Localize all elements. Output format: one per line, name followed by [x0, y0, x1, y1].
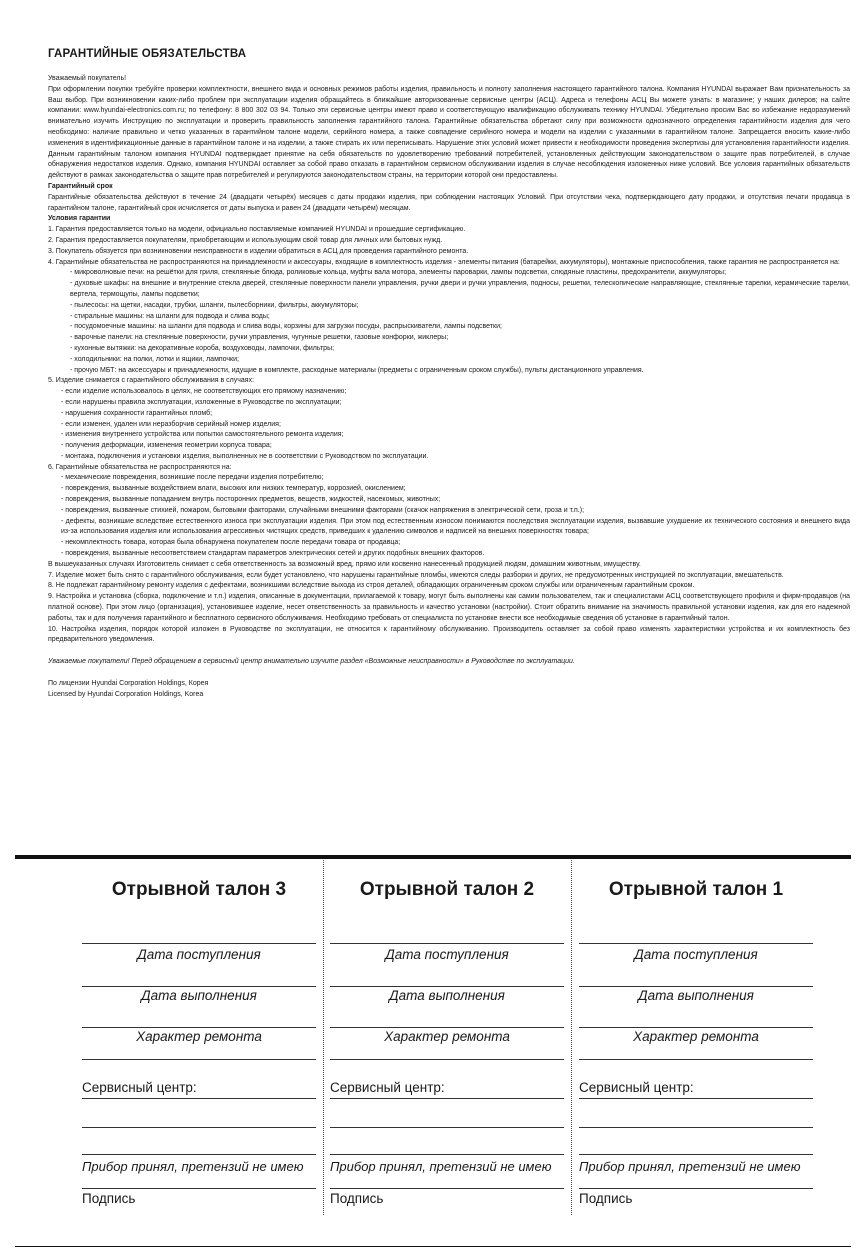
coupon-title: Отрывной талон 3	[111, 879, 287, 900]
condition-3: 3. Покупатель обязуется при возникновении неисправности в изделии обратиться в АСЦ для проведения гарантийного ремонта.	[48, 247, 469, 255]
list-item: - микроволновые печи: на решётки для гриля, стеклянные блюда, роликовые кольца, муфты вала мотора, элементы пароварки, лампы подсветки, слюдяные пластины, предохранители, аккумуляторы;	[70, 269, 727, 277]
list-item: - духовые шкафы: на внешние и внутренние стекла дверей, стеклянные поверхности панели управления, ручки двери и ручки управления, подносы, решетки, телескопические направляющие, стеклянные тарелки, керамические тарелки, вертела, термощупы, лампы подсветки;	[70, 280, 850, 298]
coupon-title: Отрывной талон 1	[608, 879, 784, 900]
signature-label: Подпись	[579, 1191, 633, 1206]
form-line	[330, 986, 564, 987]
conditions-heading: Условия гарантии	[48, 215, 111, 223]
form-line	[330, 1098, 564, 1099]
list-item: - дефекты, возникшие вследствие естественного износа при эксплуатации изделия. При этом под естественным износом понимаются последствия эксплуатации изделия, вызвавшие ухудшение их технического состояния и внешнего вида из-за использования изделия или использования агрессивных чистящих средств, приведших к удалению символов и надписей на внешних поверхностях товара;	[61, 517, 850, 536]
repair-label: Характер ремонта	[633, 1029, 759, 1044]
repair-label: Характер ремонта	[136, 1029, 262, 1044]
list-item: - пылесосы: на щетки, насадки, трубки, шланги, пылесборники, фильтры, аккумуляторы;	[70, 301, 359, 309]
list-item: - кухонные вытяжки: на декоративные короба, воздуховоды, лампочки, фильтры;	[70, 344, 335, 352]
list-item: - посудомоечные машины: на шланги для подвода и слива воды, корзины для загрузки посуды, распрыскиватели, лампы подсветки;	[70, 323, 502, 331]
date-in-label: Дата поступления	[137, 947, 261, 962]
condition-6: 6. Гарантийные обязательства не распространяются на:	[48, 463, 232, 471]
form-line	[579, 1027, 813, 1028]
license-ru: По лицензии Hyundai Corporation Holdings, Корея	[48, 680, 209, 688]
condition-1: 1. Гарантия предоставляется только на модели, официально поставляемые компанией HYUNDAI и прошедшие сертификацию.	[48, 226, 466, 234]
divider-rule	[15, 1246, 851, 1247]
tear-line	[323, 860, 324, 1215]
service-center-label: Сервисный центр:	[330, 1080, 445, 1095]
page-title: ГАРАНТИЙНЫЕ ОБЯЗАТЕЛЬСТВА	[48, 48, 247, 60]
term-paragraph: Гарантийные обязательства действуют в течение 24 (двадцати четырёх) месяцев с даты продажи изделия, при соблюдении настоящих Условий. При отсутствии чека, подтверждающего дату продажи, и отсутствия печати продавца в гарантийном талоне, гарантийный срок исчисляется от даты выпуска и равен 24 (двадцати четырём) месяцам.	[48, 193, 850, 212]
form-line	[330, 1059, 564, 1060]
form-line	[330, 1188, 564, 1189]
list-item: - монтажа, подключения и установки изделия, выполненных не в соответствии с Руководством по эксплуатации.	[61, 452, 429, 460]
license-block	[48, 679, 850, 700]
list-item: - механические повреждения, возникшие после передачи изделия потребителю;	[61, 474, 324, 482]
form-line	[579, 1127, 813, 1128]
list-item: - если изделие использовалось в целях, не соответствующих его прямому назначению;	[61, 388, 347, 396]
list-item: - повреждения, вызванные воздействием влаги, высоких или низких температур, коррозией, окислением;	[61, 485, 406, 493]
condition-5: 5. Изделие снимается с гарантийного обслуживания в случаях:	[48, 377, 255, 385]
accepted-label: Прибор принял, претензий не имею	[579, 1159, 801, 1174]
warranty-body	[48, 74, 850, 646]
coupon-title: Отрывной талон 2	[359, 879, 535, 900]
term-heading: Гарантийный срок	[48, 182, 113, 190]
signature-label: Подпись	[82, 1191, 136, 1206]
date-in-label: Дата поступления	[634, 947, 758, 962]
condition-7: 7. Изделие может быть снято с гарантийного обслуживания, если будет установлено, что нарушены гарантийные пломбы, имеются следы разборки и других, не предусмотренных инструкцией по эксплуатации, вмешательств.	[48, 571, 784, 579]
condition-2: 2. Гарантия предоставляется покупателям, приобретающим и использующим свой товар для личных или бытовых нужд.	[48, 236, 443, 244]
accepted-label: Прибор принял, претензий не имею	[330, 1159, 552, 1174]
date-done-label: Дата выполнения	[389, 988, 505, 1003]
intro-paragraph: При оформлении покупки требуйте проверки комплектности, внешнего вида и основных режимов работы изделия, правильность и полноту заполнения настоящего гарантийного талона. Компания HYUNDAI выражает Вам признательность за Ваш выбор. При возникновении каких-либо проблем при эксплуатации изделия обращайтесь в ближайшие авторизованные сервисные центры (АСЦ). Адреса и телефоны АСЦ Вы можете узнать: в магазине; у наших дилеров; на сайте компании: www.hyundai-electronics.com.ru; по телефону: 8 800 302 03 94. Только эти сервисные центры имеют право и соответствующую квалификацию обслуживать технику HYUNDAI. Убедительно просим Вас во избежание недоразумений внимательно изучить Инструкцию по эксплуатации и проверить правильность заполнения гарантийного талона. Гарантийные обязательства обретают силу при возможности однозначного определения гарантийности изделия для чего необходимо: наличие правильно и четко указанных в гарантийном талоне модели, серийного номера, а также совпадение серийного номера и модели на изделии с указанными в гарантийном талоне. Запрещается вносить какие-либо изменения в идентификационные данные в гарантийном талоне и на изделии, а также стирать их или переписывать. Нарушение этих условий может привести к необходимости проведения экспертизы для установления гарантийности изделия. Данным гарантийным талоном компания HYUNDAI подтверждает принятие на себя обязательств по удовлетворению требований потребителей, установленных действующим законодательством о защите прав потребителей, в случае обнаружения недостатков изделия. Однако, компания HYUNDAI оставляет за собой право отказать в гарантийном сервисном обслуживании изделия в случае несоблюдения изложенных ниже условий. Все условия гарантийных обязательств действуют в рамках законодательства о защите прав потребителей и регулируются законодательством страны, на территории которой они предоставлены.	[48, 85, 850, 180]
coupon-1	[579, 859, 813, 1206]
condition-10: 10. Настройка изделия, порядок которой изложен в Руководстве по эксплуатации, не относится к гарантийному обслуживанию. Производитель оставляет за собой право изменять характеристики устройства и их комплектность без предварительного уведомления.	[48, 625, 850, 644]
list-item: - если нарушены правила эксплуатации, изложенные в Руководстве по эксплуатации;	[61, 398, 342, 406]
condition-6-tail: В вышеуказанных случаях Изготовитель снимает с себя ответственность за возможный вред, прямо или косвенно нанесенный продукцией людям, домашним животным, имуществу.	[48, 560, 641, 568]
form-line	[82, 1127, 316, 1128]
form-line	[579, 1059, 813, 1060]
form-line	[82, 1154, 316, 1155]
list-item: - холодильники: на полки, лотки и ящики, лампочки;	[70, 355, 239, 363]
form-line	[82, 1098, 316, 1099]
list-item: - получения деформации, изменения геометрии корпуса товара;	[61, 442, 272, 450]
condition-4: 4. Гарантийные обязательства не распространяются на принадлежности и аксессуары, входящие в комплектность изделия - элементы питания (батарейки, аккумуляторы), монтажные приспособления, также гарантия не распространяется на:	[48, 258, 840, 266]
form-line	[330, 1154, 564, 1155]
list-item: - повреждения, вызванные несоответствием стандартам параметров электрических сетей и других подобных внешних факторов.	[61, 550, 485, 558]
form-line	[579, 1188, 813, 1189]
form-line	[82, 943, 316, 944]
condition-8: 8. Не подлежат гарантийному ремонту изделия с дефектами, возникшими вследствие выхода из строя деталей, обладающих ограниченным сроком службы или ограниченным гарантийным сроком.	[48, 582, 695, 590]
form-line	[579, 986, 813, 987]
coupon-3	[82, 859, 316, 1206]
list-item: - повреждения, вызванные попаданием внутрь посторонних предметов, веществ, жидкостей, насекомых, животных;	[61, 496, 441, 504]
list-item: - повреждения, вызванные стихией, пожаром, бытовыми факторами, случайными внешними факторами (скачок напряжения в электрической сети, гроза и т.п.);	[61, 506, 585, 514]
list-item: - прочую МБТ: на аксессуары и принадлежности, идущие в комплекте, расходные материалы (предметы с ограниченным сроком службы), пульты дистанционного управления.	[70, 366, 644, 374]
accepted-label: Прибор принял, претензий не имею	[82, 1159, 304, 1174]
form-line	[579, 1154, 813, 1155]
form-line	[82, 1188, 316, 1189]
service-center-label: Сервисный центр:	[82, 1080, 197, 1095]
list-item: - варочные панели: на стеклянные поверхности, ручки управления, чугунные решетки, газовые конфорки, жиклеры;	[70, 334, 449, 342]
coupon-2	[330, 859, 564, 1206]
tear-line	[571, 860, 572, 1215]
list-item: - нарушения сохранности гарантийных пломб;	[61, 409, 213, 417]
footer-note: Уважаемые покупатели! Перед обращением в сервисный центр внимательно изучите раздел «Возможные неисправности» в Руководстве по эксплуатации.	[48, 658, 575, 666]
form-line	[330, 1027, 564, 1028]
list-item: - если изменен, удален или неразборчив серийный номер изделия;	[61, 420, 281, 428]
condition-9: 9. Настройка и установка (сборка, подключение и т.п.) изделия, описанные в документации, прилагаемой к товару, могут быть выполнены как самим пользователем, так и специалистами АСЦ соответствующего профиля и фирм-продавцов (на платной основе). При этом лицо (организация), установившее изделие, несет ответственность за правильность и качество установки (настройки). Стоит обратить внимание на значимость правильной установки изделия, как для его надежной работы, так и для получения гарантийного и бесплатного сервисного обслуживания. Необходимо требовать от специалиста по установке внести все необходимые сведения об установке в гарантийный талон.	[48, 593, 850, 622]
form-line	[579, 1098, 813, 1099]
greeting: Уважаемый покупатель!	[48, 75, 127, 82]
repair-label: Характер ремонта	[384, 1029, 510, 1044]
date-in-label: Дата поступления	[385, 947, 509, 962]
list-item: - стиральные машины: на шланги для подвода и слива воды;	[70, 312, 270, 320]
license-en: Licensed by Hyundai Corporation Holdings, Korea	[48, 690, 204, 698]
signature-label: Подпись	[330, 1191, 384, 1206]
form-line	[82, 1059, 316, 1060]
form-line	[330, 943, 564, 944]
service-center-label: Сервисный центр:	[579, 1080, 694, 1095]
date-done-label: Дата выполнения	[141, 988, 257, 1003]
form-line	[330, 1127, 564, 1128]
list-item: - изменения внутреннего устройства или попытки самостоятельного ремонта изделия;	[61, 431, 344, 439]
form-line	[82, 986, 316, 987]
warranty-document	[48, 48, 850, 700]
form-line	[82, 1027, 316, 1028]
form-line	[579, 943, 813, 944]
date-done-label: Дата выполнения	[638, 988, 754, 1003]
list-item: - некомплектность товара, которая была обнаружена покупателем после передачи товара от продавца;	[61, 539, 401, 547]
